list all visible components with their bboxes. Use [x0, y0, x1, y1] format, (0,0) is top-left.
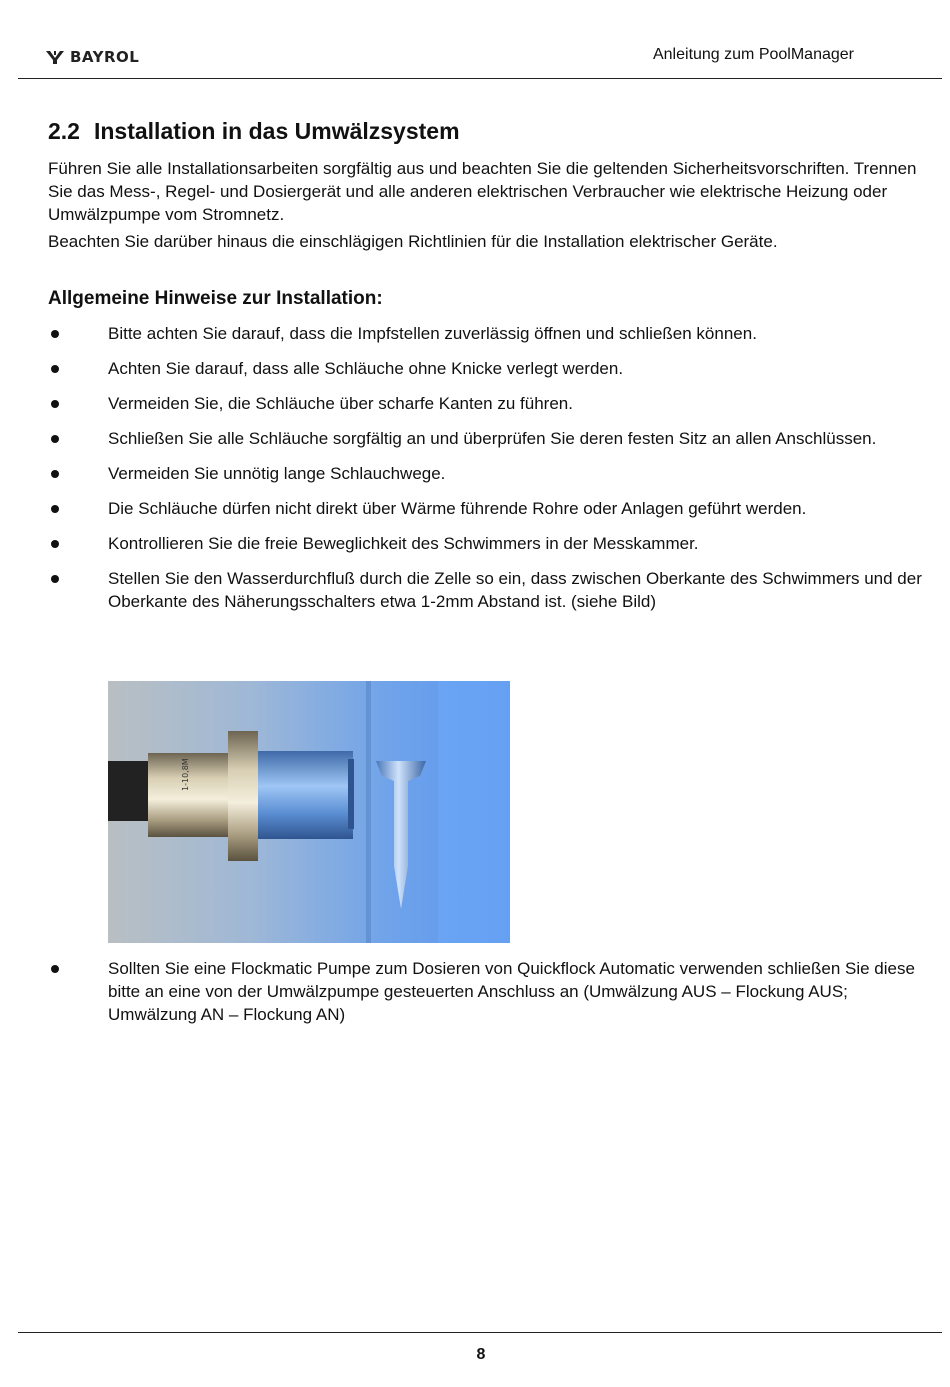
- bullet-icon: [51, 470, 59, 478]
- sensor-label: 1-10,8M: [181, 758, 190, 791]
- bullet-icon: [51, 330, 59, 338]
- document-title: Anleitung zum PoolManager: [652, 46, 854, 63]
- list-item-text: Vermeiden Sie unnötig lange Schlauchwege.: [108, 464, 446, 483]
- list-item: [48, 957, 928, 1026]
- list-item-text: Kontrollieren Sie die freie Beweglichkeit des Schwimmers in der Messkammer.: [108, 534, 699, 553]
- list-item-text: Sollten Sie eine Flockmatic Pumpe zum Dosieren von Quickflock Automatic verwenden schließen Sie diese bitte an eine von der Umwälzpumpe gesteuerten Anschluss an (Umwälzung AUS – Flockung AUS; Umwälzung AN – Flockung AN): [108, 959, 915, 1024]
- list-item-text: Achten Sie darauf, dass alle Schläuche ohne Knicke verlegt werden.: [108, 359, 624, 378]
- bullet-icon: [51, 400, 59, 408]
- bullet-icon: [51, 575, 59, 583]
- list-item-text: Vermeiden Sie, die Schläuche über scharfe Kanten zu führen.: [108, 394, 573, 413]
- bullet-icon: [51, 965, 59, 973]
- bullet-icon: [51, 435, 59, 443]
- bayrol-mark-icon: [46, 51, 64, 64]
- list-item-text: Stellen Sie den Wasserdurchfluß durch die Zelle so ein, dass zwischen Oberkante des Schwimmers und der Oberkante des Näherungsschalters etwa 1-2mm Abstand ist. (siehe Bild): [108, 569, 922, 611]
- list-item: [48, 357, 928, 380]
- section-heading: [48, 118, 460, 145]
- list-item: [48, 427, 928, 450]
- subheading: Allgemeine Hinweise zur Installation:: [48, 288, 383, 309]
- list-item: [48, 497, 928, 520]
- bullet-icon: [51, 505, 59, 513]
- list-item-text: Die Schläuche dürfen nicht direkt über Wärme führende Rohre oder Anlagen geführt werden.: [108, 499, 807, 518]
- bayrol-logo: [46, 48, 139, 66]
- list-item: [48, 532, 928, 555]
- installation-notes-list: [48, 322, 928, 625]
- intro-paragraph-1: Führen Sie alle Installationsarbeiten sorgfältig aus und beachten Sie die geltenden Sicherheitsvorschriften. Trennen Sie das Mess-, Regel- und Dosiergerät und alle anderen elektrischen Verbraucher wie elektrische Heizung oder Umwälzpumpe vom Stromnetz.: [48, 159, 917, 224]
- logo-text: BAYROL: [70, 48, 140, 66]
- section-title: Installation in das Umwälzsystem: [93, 118, 460, 144]
- intro-paragraph-2: Beachten Sie darüber hinaus die einschlägigen Richtlinien für die Installation elektrischer Geräte.: [48, 232, 778, 251]
- list-item: [48, 462, 928, 485]
- section-number: 2.2: [48, 118, 80, 144]
- footer-divider: [18, 1332, 942, 1333]
- list-item: [48, 392, 928, 415]
- bullet-icon: [51, 540, 59, 548]
- page-number: 8: [476, 1346, 486, 1363]
- list-item: [48, 322, 928, 345]
- bullet-icon: [51, 365, 59, 373]
- list-item: [48, 567, 928, 613]
- list-item-text: Bitte achten Sie darauf, dass die Impfstellen zuverlässig öffnen und schließen können.: [108, 324, 757, 343]
- final-note-list: [48, 957, 928, 1026]
- sensor-float-photo: [108, 681, 510, 943]
- list-item-text: Schließen Sie alle Schläuche sorgfältig an und überprüfen Sie deren festen Sitz an allen Anschlüssen.: [108, 429, 877, 448]
- page-header: [18, 38, 942, 79]
